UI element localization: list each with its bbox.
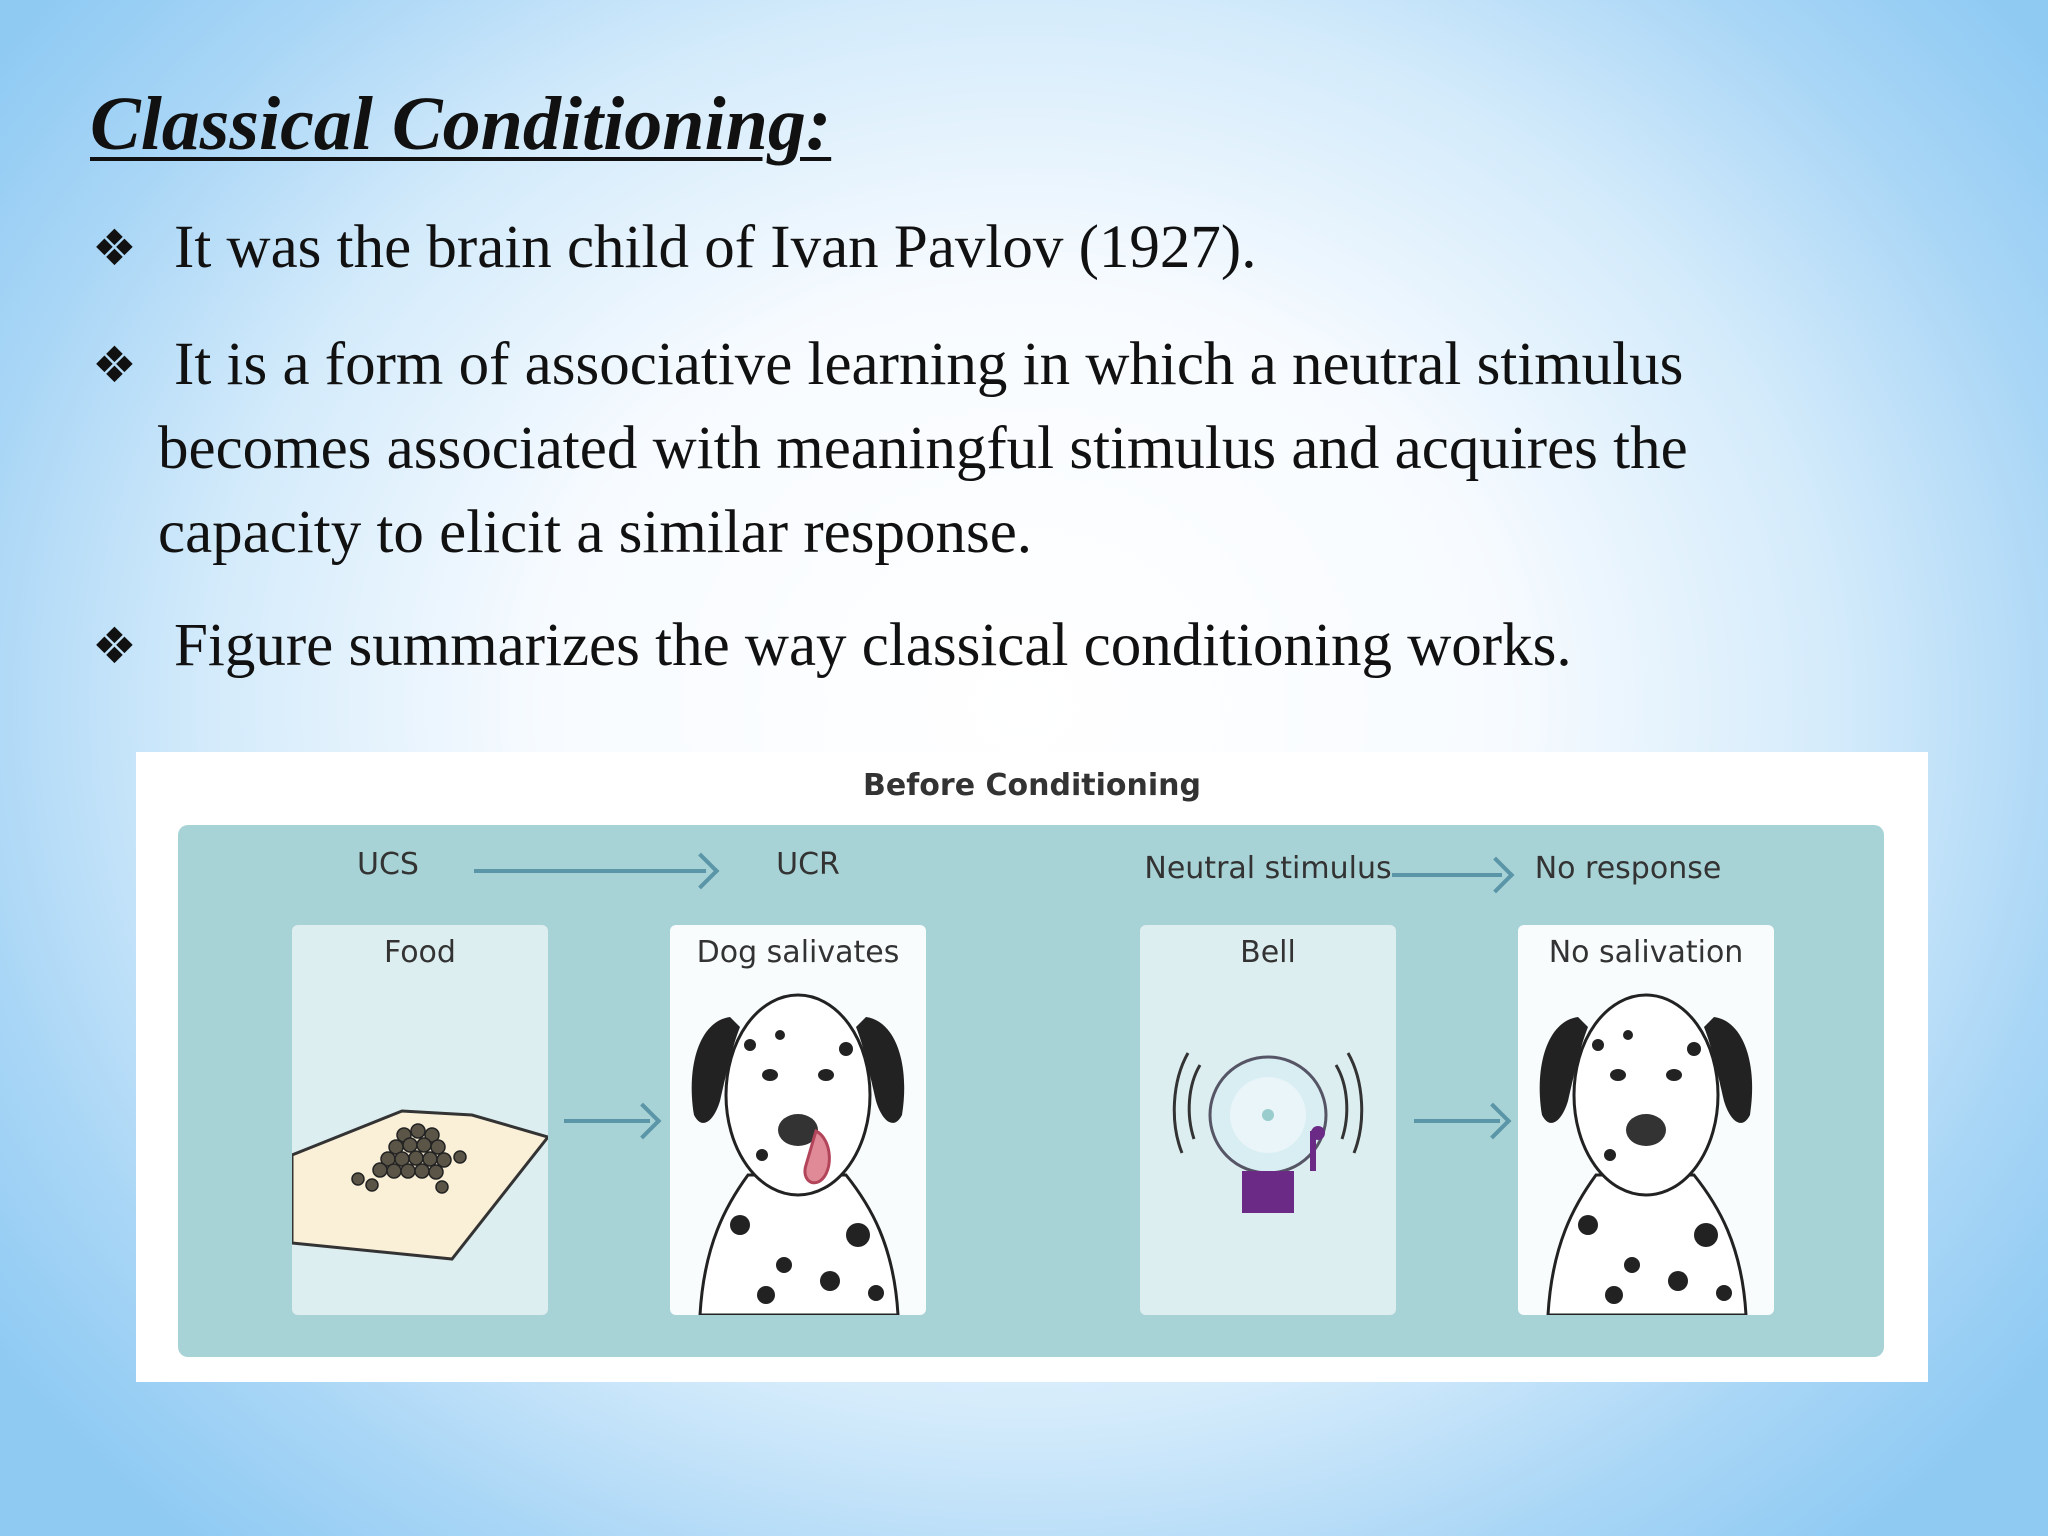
bell-icon	[1140, 925, 1396, 1315]
arrow-line	[474, 869, 706, 873]
food-pellets-icon	[292, 925, 548, 1315]
bullet-definition	[92, 323, 1952, 575]
dog-salivates-label: Dog salivates	[696, 935, 900, 970]
conditioning-figure	[136, 752, 1928, 1382]
no-response-label: No response	[1534, 851, 1722, 886]
bullet-figure-summary	[92, 604, 1952, 688]
food-label: Food	[384, 935, 456, 970]
food-box	[292, 925, 548, 1315]
bullet-line: It is a form of associative learning in which a neutral stimulus	[174, 331, 1684, 398]
no-salivation-label: No salivation	[1548, 935, 1744, 970]
diamond-bullet-icon: ❖	[92, 336, 137, 394]
neutral-stimulus-label: Neutral stimulus	[1144, 851, 1392, 886]
slide-title: Classical Conditioning:	[90, 82, 832, 166]
ucr-label: UCR	[776, 847, 840, 882]
bullet-line: capacity to elicit a similar response.	[158, 499, 1033, 566]
figure-panel	[178, 825, 1884, 1357]
arrow-right-icon	[625, 1103, 662, 1140]
arrow-right-icon	[683, 853, 720, 890]
dog-icon	[1518, 925, 1774, 1315]
bell-box	[1140, 925, 1396, 1315]
arrow-right-icon	[1478, 857, 1515, 894]
ucs-label: UCS	[357, 847, 419, 882]
bullet-text: Figure summarizes the way classical conditioning works.	[174, 612, 1572, 679]
bullet-line: becomes associated with meaningful stimulus and acquires the	[158, 415, 1688, 482]
figure-title: Before Conditioning	[863, 768, 1201, 803]
bullet-pavlov	[92, 206, 1952, 290]
arrow-right-icon	[1475, 1103, 1512, 1140]
diamond-bullet-icon: ❖	[92, 219, 137, 277]
diamond-bullet-icon: ❖	[92, 617, 137, 675]
bullet-text	[92, 323, 1952, 575]
dog-salivating-icon	[670, 925, 926, 1315]
bell-label: Bell	[1240, 935, 1296, 970]
no-salivation-box	[1518, 925, 1774, 1315]
bullet-text: It was the brain child of Ivan Pavlov (1927).	[174, 214, 1257, 281]
dog-salivates-box	[670, 925, 926, 1315]
